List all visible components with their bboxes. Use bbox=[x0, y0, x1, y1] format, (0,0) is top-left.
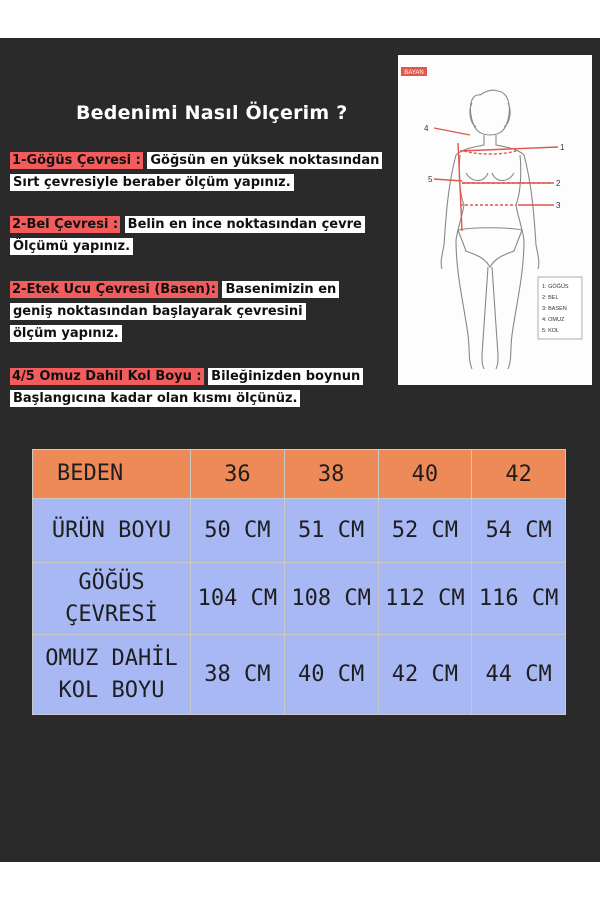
row-label-product-length bbox=[33, 499, 191, 563]
table-cell: 38 CM bbox=[191, 635, 285, 715]
instruction-hip-line-2: geniş noktasından başlayarak çevresini bbox=[10, 303, 306, 320]
row-label-line: OMUZ DAHİL bbox=[45, 645, 178, 671]
head-outline bbox=[470, 90, 509, 135]
instruction-hip-highlight: 2-Etek Ucu Çevresi (Basen): bbox=[12, 282, 216, 297]
legend-item-4: 4: OMUZ bbox=[542, 317, 565, 323]
table-cell: 51 CM bbox=[284, 499, 378, 563]
legend-item-2: 2: BEL bbox=[542, 295, 559, 301]
size-header-42: 42 bbox=[472, 450, 566, 499]
instruction-chest-line-1: Göğsün en yüksek noktasından bbox=[147, 152, 382, 169]
row-label-arm-length bbox=[33, 635, 191, 715]
instruction-waist bbox=[10, 214, 365, 258]
instruction-hip-line-1: Basenimizin en bbox=[222, 281, 339, 298]
measurement-figure bbox=[398, 55, 592, 385]
row-label-line: KOL BOYU bbox=[58, 677, 165, 703]
size-table-header-row bbox=[33, 450, 566, 499]
table-cell: 54 CM bbox=[472, 499, 566, 563]
size-header-36: 36 bbox=[191, 450, 285, 499]
table-cell: 104 CM bbox=[191, 563, 285, 635]
left-leg-inner bbox=[482, 267, 488, 369]
instruction-arm-highlight: 4/5 Omuz Dahil Kol Boyu : bbox=[12, 369, 202, 384]
table-cell: 44 CM bbox=[472, 635, 566, 715]
row-label-line: ÇEVRESİ bbox=[65, 601, 158, 627]
legend-item-3: 3: BASEN bbox=[542, 306, 567, 312]
left-arm bbox=[441, 155, 456, 269]
briefs-outline bbox=[458, 228, 522, 267]
instruction-waist-line-1: Belin en ince noktasından çevre bbox=[125, 216, 365, 233]
table-cell: 112 CM bbox=[378, 563, 472, 635]
instruction-chest-highlight: 1-Göğüs Çevresi : bbox=[12, 153, 141, 168]
table-cell: 52 CM bbox=[378, 499, 472, 563]
row-label-chest bbox=[33, 563, 191, 635]
bust-left bbox=[466, 173, 488, 181]
table-cell: 42 CM bbox=[378, 635, 472, 715]
table-row-arm-length bbox=[33, 635, 566, 715]
instruction-arm bbox=[10, 366, 363, 410]
size-header-40: 40 bbox=[378, 450, 472, 499]
arm-marker-line bbox=[434, 179, 462, 181]
legend-item-1: 1: GÖĞÜS bbox=[542, 284, 569, 290]
table-cell: 40 CM bbox=[284, 635, 378, 715]
page-title: Bedenimi Nasıl Ölçerim ? bbox=[76, 102, 348, 124]
table-row-product-length bbox=[33, 499, 566, 563]
shoulder-line bbox=[464, 151, 516, 154]
badge-label: BAYAN bbox=[404, 70, 424, 76]
row-label-line: GÖĞÜS bbox=[78, 569, 145, 595]
marker-5: 5 bbox=[428, 175, 433, 184]
size-header-label: BEDEN bbox=[33, 450, 191, 499]
instruction-waist-highlight: 2-Bel Çevresi : bbox=[12, 217, 119, 232]
torso-right bbox=[516, 155, 524, 240]
right-leg-outer bbox=[508, 240, 524, 369]
row-label-line: ÜRÜN BOYU bbox=[51, 517, 172, 543]
table-row-chest bbox=[33, 563, 566, 635]
instruction-hip-line-3: ölçüm yapınız. bbox=[10, 325, 122, 342]
marker-4: 4 bbox=[424, 124, 429, 133]
marker-3: 3 bbox=[556, 201, 561, 210]
instruction-hip bbox=[10, 279, 339, 345]
instruction-chest-line-2: Sırt çevresiyle beraber ölçüm yapınız. bbox=[10, 174, 294, 191]
instruction-arm-line-2: Başlangıcına kadar olan kısmı ölçünüz. bbox=[10, 390, 300, 407]
right-arm bbox=[524, 155, 539, 269]
table-cell: 116 CM bbox=[472, 563, 566, 635]
shoulder-marker-line bbox=[434, 128, 470, 135]
legend-item-5: 5: KOL bbox=[542, 328, 560, 334]
instruction-waist-line-2: Ölçümü yapınız. bbox=[10, 238, 133, 255]
marker-1: 1 bbox=[560, 143, 565, 152]
table-cell: 108 CM bbox=[284, 563, 378, 635]
left-leg-outer bbox=[456, 240, 472, 369]
marker-2: 2 bbox=[556, 179, 561, 188]
size-table bbox=[32, 449, 566, 715]
right-leg-inner bbox=[492, 267, 498, 369]
bust-right bbox=[492, 173, 514, 181]
instruction-arm-line-1: Bileğinizden boynun bbox=[208, 368, 363, 385]
size-header-38: 38 bbox=[284, 450, 378, 499]
body-outline-illustration bbox=[398, 55, 592, 385]
instruction-chest bbox=[10, 150, 382, 194]
table-cell: 50 CM bbox=[191, 499, 285, 563]
